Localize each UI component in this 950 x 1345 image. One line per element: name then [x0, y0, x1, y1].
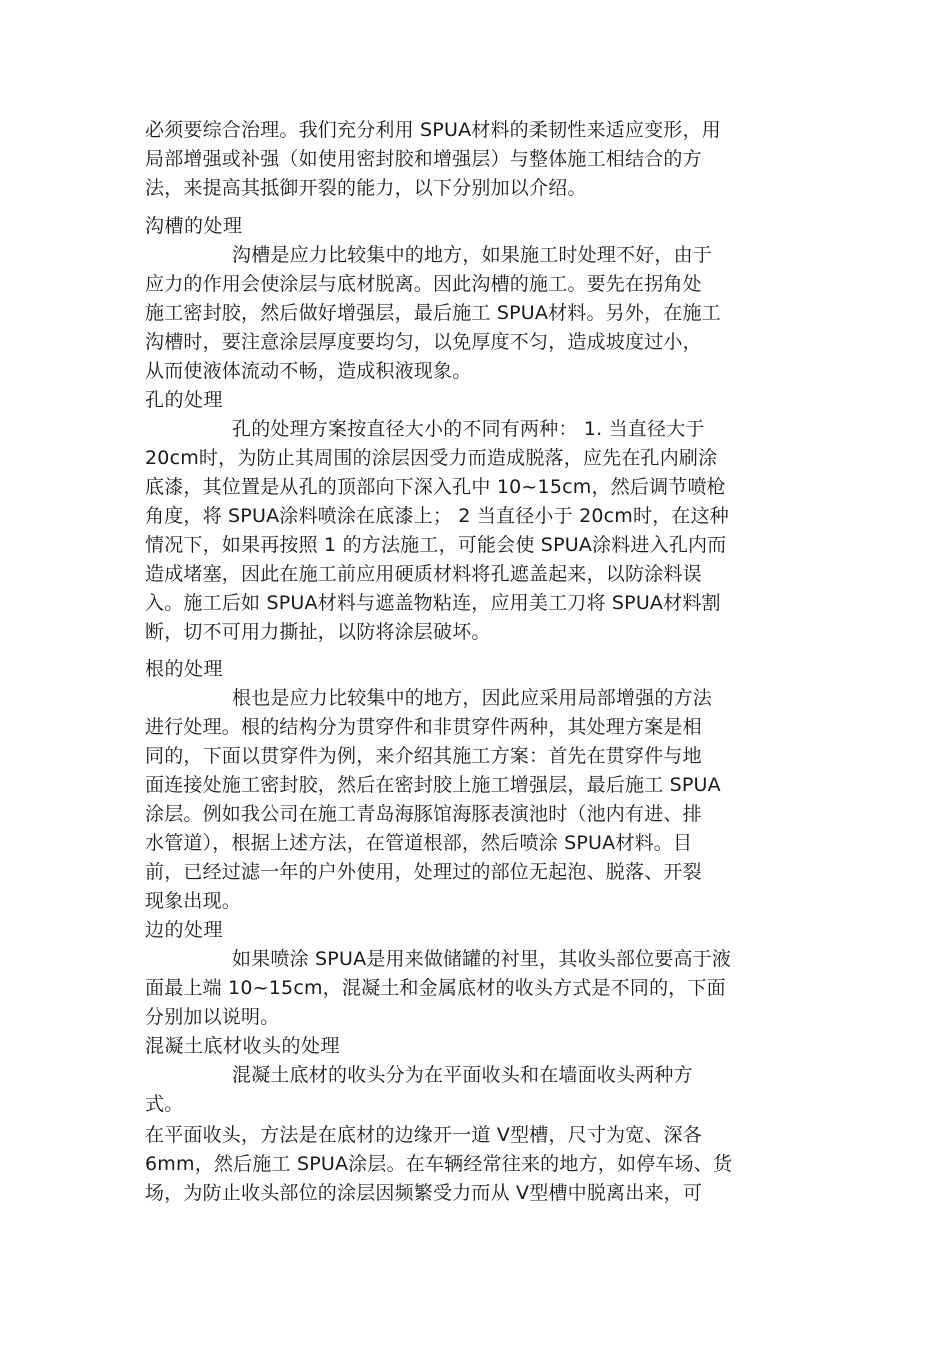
root-line-3: 同的，下面以贯穿件为例，来介绍其施工方案：首先在贯穿件与地 [145, 745, 702, 767]
intro-line-1: 必须要综合治理。我们充分利用 SPUA材料的柔韧性来适应变形，用 [145, 119, 721, 141]
section-heading-concrete: 混凝土底材收头的处理 [145, 1035, 341, 1057]
root-line-6: 水管道），根据上述方法，在管道根部，然后喷涂 SPUA材料。目 [145, 832, 693, 854]
hole-line-7: 入。施工后如 SPUA材料与遮盖物粘连，应用美工刀将 SPUA材料割 [145, 592, 721, 614]
groove-line-3: 施工密封胶，然后做好增强层，最后施工 SPUA材料。另外，在施工 [145, 302, 721, 324]
edge-line-3: 分别加以说明。 [145, 1006, 280, 1028]
tail-line-3: 场，为防止收头部位的涂层因频繁受力而从 V型槽中脱离出来，可 [145, 1182, 703, 1204]
edge-line-1: 如果喷涂 SPUA是用来做储罐的衬里，其收头部位要高于液 [232, 948, 732, 970]
hole-line-3: 底漆，其位置是从孔的顶部向下深入孔中 10~15cm，然后调节喷枪 [145, 476, 726, 498]
tail-line-1: 在平面收头，方法是在底材的边缘开一道 V型槽，尺寸为宽、深各 [145, 1124, 703, 1146]
root-line-7: 前，已经过滤一年的户外使用，处理过的部位无起泡、脱落、开裂 [145, 861, 702, 883]
hole-line-6: 造成堵塞，因此在施工前应用硬质材料将孔遮盖起来，以防涂料误 [145, 563, 702, 585]
groove-line-1: 沟槽是应力比较集中的地方，如果施工时处理不好，由于 [232, 244, 713, 266]
section-heading-hole: 孔的处理 [145, 389, 224, 411]
section-heading-edge: 边的处理 [145, 919, 224, 941]
groove-line-2: 应力的作用会使涂层与底材脱离。因此沟槽的施工。要先在拐角处 [145, 273, 702, 295]
groove-line-5: 从而使液体流动不畅，造成积液现象。 [145, 360, 472, 382]
root-line-8: 现象出现。 [145, 890, 242, 912]
tail-line-2: 6mm，然后施工 SPUA涂层。在车辆经常往来的地方，如停车场、货 [145, 1153, 733, 1175]
section-heading-groove: 沟槽的处理 [145, 215, 243, 237]
hole-line-1: 孔的处理方案按直径大小的不同有两种： 1. 当直径大于 [232, 418, 705, 440]
intro-line-2: 局部增强或补强（如使用密封胶和增强层）与整体施工相结合的方 [145, 148, 702, 170]
hole-line-8: 断，切不可用力撕扯，以防将涂层破坏。 [145, 621, 491, 643]
root-line-4: 面连接处施工密封胶，然后在密封胶上施工增强层，最后施工 SPUA [145, 774, 721, 796]
intro-line-3: 法，来提高其抵御开裂的能力，以下分别加以介绍。 [145, 177, 587, 199]
root-line-5: 涂层。例如我公司在施工青岛海豚馆海豚表演池时（池内有进、排 [145, 803, 702, 825]
section-heading-root: 根的处理 [145, 658, 224, 680]
hole-line-4: 角度，将 SPUA涂料喷涂在底漆上； 2 当直径小于 20cm时，在这种 [145, 505, 730, 527]
root-line-1: 根也是应力比较集中的地方，因此应采用局部增强的方法 [232, 687, 713, 709]
groove-line-4: 沟槽时，要注意涂层厚度要均匀，以免厚度不匀，造成坡度过小， [145, 331, 702, 353]
hole-line-2: 20cm时，为防止其周围的涂层因受力而造成脱落，应先在孔内刷涂 [145, 447, 718, 469]
concrete-line-1: 混凝土底材的收头分为在平面收头和在墙面收头两种方 [232, 1064, 693, 1086]
concrete-line-2: 式。 [145, 1093, 184, 1115]
edge-line-2: 面最上端 10~15cm，混凝土和金属底材的收头方式是不同的，下面 [145, 977, 726, 999]
hole-line-5: 情况下，如果再按照 1 的方法施工，可能会使 SPUA涂料进入孔内而 [145, 534, 727, 556]
root-line-2: 进行处理。根的结构分为贯穿件和非贯穿件两种，其处理方案是相 [145, 716, 702, 738]
